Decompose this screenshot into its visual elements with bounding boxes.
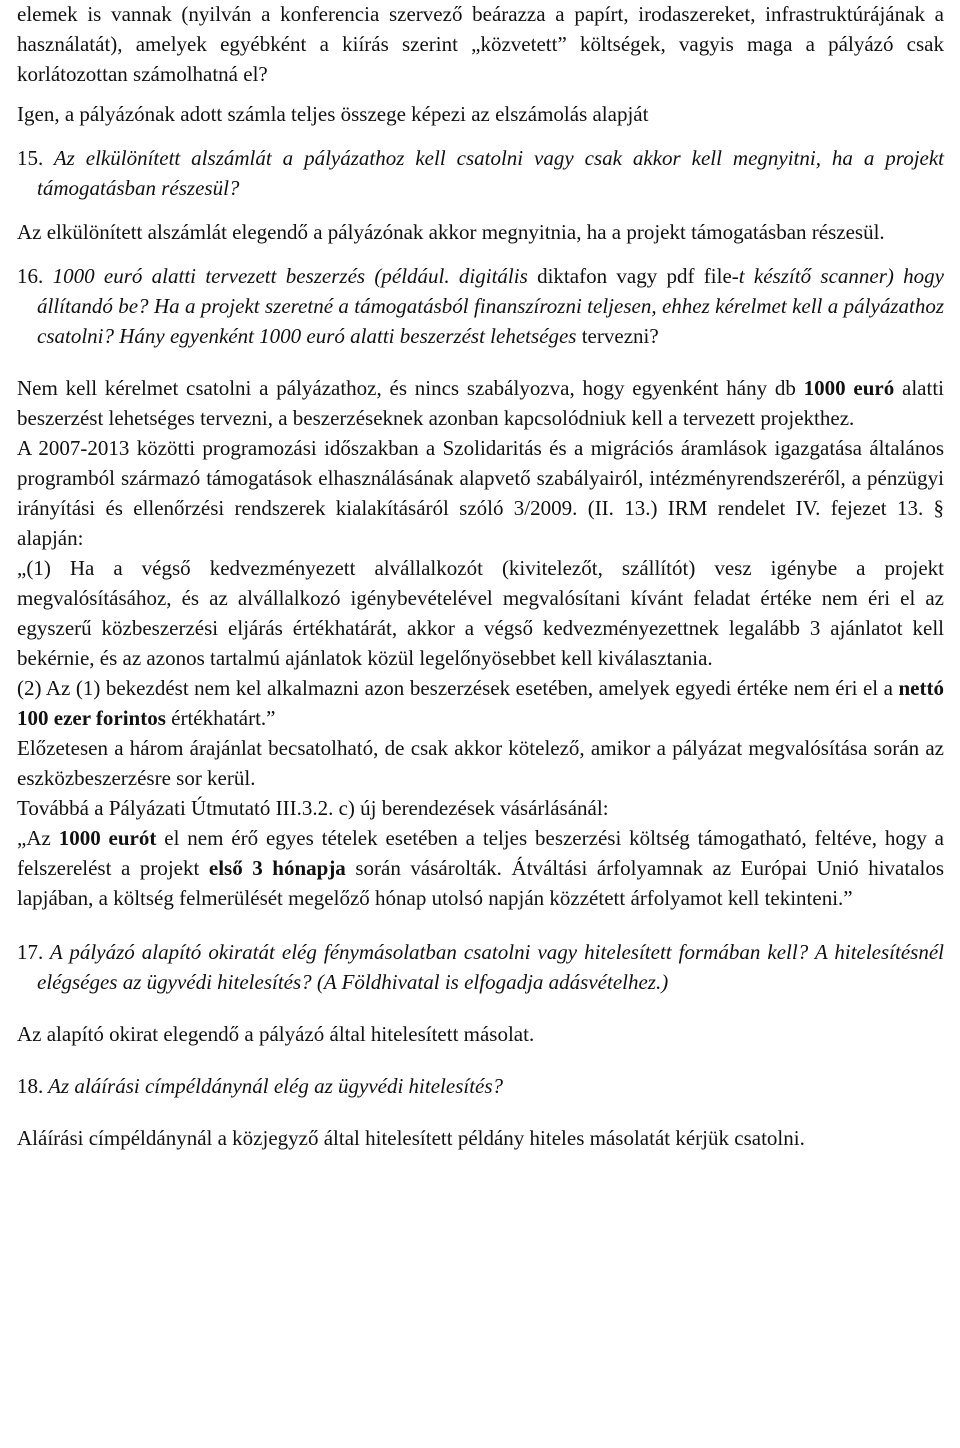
- answer-16-p7-middle: el nem érő egyes tételek esetében a teljes beszerzési költség támogatható, feltéve, hogy a felszerelést a projekt: [17, 826, 945, 880]
- question-18-text: Az aláírási címpéldánynál elég az ügyvédi hitelesítés?: [48, 1074, 504, 1098]
- question-14-continuation: [17, 0, 944, 89]
- answer-16-p7-bold-1: 1000 eurót: [58, 826, 157, 850]
- question-17-text: A pályázó alapító okiratát elég fénymásolatban csatolni vagy hitelesített formában kell? A hitelesítésnél elégséges az ügyvédi hitelesítés? (A Földhivatal is elfogadja adásvételhez.): [37, 940, 944, 994]
- answer-16-p1-start: Nem kell kérelmet csatolni a pályázathoz, és nincs szabályozva, hogy egyenként hány db: [17, 376, 796, 400]
- answer-16-p4-start: (2) Az (1) bekezdést nem kel alkalmazni azon beszerzések esetében, amelyek egyedi értéke nem éri el a: [17, 676, 893, 700]
- question-16-text-1: 1000 euró alatti tervezett beszerzés (például. digitális: [52, 264, 528, 288]
- answer-16-paragraph-5: Előzetesen a három árajánlat becsatolható, de csak akkor kötelező, amikor a pályázat megvalósítása során az eszközbeszerzésre sor kerül.: [17, 736, 944, 790]
- question-15-text: Az elkülönített alszámlát a pályázathoz kell csatolni vagy csak akkor kell megnyitni, ha a projekt támogatásban részesül?: [37, 146, 945, 200]
- answer-15: Az elkülönített alszámlát elegendő a pályázónak akkor megnyitnia, ha a projekt támogatásban részesül.: [17, 220, 885, 244]
- question-16-text-4: tervezni?: [581, 324, 659, 348]
- answer-16-paragraph-3: „(1) Ha a végső kedvezményezett alvállalkozót (kivitelezőt, szállítót) vesz igénybe a projekt megvalósításához, és az alvállalkozó igénybevételével megvalósítani kívánt feladat értéke nem éri el az egyszerű közbeszerzési eljárás értékhatárát, akkor a végső kedvezményezettnek legalább 3 ajánlatot kell bekérnie, és az azonos tartalmú ajánlatok közül legelőnyösebbet kell kiválasztania.: [17, 556, 944, 670]
- answer-17: Az alapító okirat elegendő a pályázó által hitelesített másolat.: [17, 1022, 535, 1046]
- answer-16-paragraph-2: A 2007-2013 közötti programozási időszakban a Szolidaritás és a migrációs áramlások igazgatása általános programból származó támogatások elhasználásának alapvető szabályairól, intézményrendszeréről, a pénzügyi irányítási és ellenőrzési rendszerek kialakításáról szóló 3/2009. (II. 13.) IRM rendelet IV. fejezet 13. § alapján:: [17, 436, 944, 550]
- answer-16-p4-bold: nettó 100 ezer forintos: [17, 676, 944, 730]
- question-16: [17, 261, 944, 351]
- question-16-text-3: -t készítő scanner) hogy állítandó be? Ha a projekt szeretné a támogatásból finanszírozni teljesen, ehhez kérelmet kell a pályázathoz csatolni? Hány egyenként 1000 euró alatti beszerzést lehetséges: [37, 264, 945, 348]
- question-18-number: 18.: [17, 1074, 44, 1098]
- question-15: [17, 143, 944, 203]
- answer-16-paragraph-4: [17, 673, 944, 733]
- question-17-number: 17.: [17, 940, 44, 964]
- answer-16-paragraph-1: [17, 373, 944, 433]
- answer-16-p7-bold-2: első 3 hónapja: [208, 856, 346, 880]
- answer-16-p7-end: során vásárolták. Átváltási árfolyamnak az Európai Unió hivatalos lapjában, a költség felmerülését megelőző hónap utolsó napján közzétett árfolyamot kell tekinteni.”: [17, 856, 945, 910]
- q14-continuation-text: elemek is vannak (nyilván a konferencia szervező beárazza a papírt, irodaszereket, infrastruktúrájának a használatát), amelyek egyébként a kiírás szerint „közvetett” költségek, vagyis maga a pályázó csak korlátozottan számolhatná el?: [17, 2, 944, 86]
- question-18: [17, 1071, 944, 1101]
- answer-16-p7-start: „Az: [17, 826, 51, 850]
- answer-18: Aláírási címpéldánynál a közjegyző által hitelesített példány hiteles másolatát kérjük csatolni.: [17, 1126, 805, 1150]
- question-17: [17, 937, 944, 997]
- question-15-number: 15.: [17, 146, 44, 170]
- answer-16-paragraph-7: [17, 823, 944, 913]
- answer-16-paragraph-6: Továbbá a Pályázati Útmutató III.3.2. c) új berendezések vásárlásánál:: [17, 796, 609, 820]
- question-16-text-2: diktafon vagy pdf file: [537, 264, 732, 288]
- answer-16-p4-end: értékhatárt.”: [171, 706, 276, 730]
- answer-16-p1-end: alatti beszerzést lehetséges tervezni, a beszerzéseknek azonban kapcsolódniuk kell a tervezett projekthez.: [17, 376, 945, 430]
- answer-14: Igen, a pályázónak adott számla teljes összege képezi az elszámolás alapját: [17, 102, 649, 126]
- answer-16-p1-bold: 1000 euró: [803, 376, 895, 400]
- question-16-number: 16.: [17, 264, 44, 288]
